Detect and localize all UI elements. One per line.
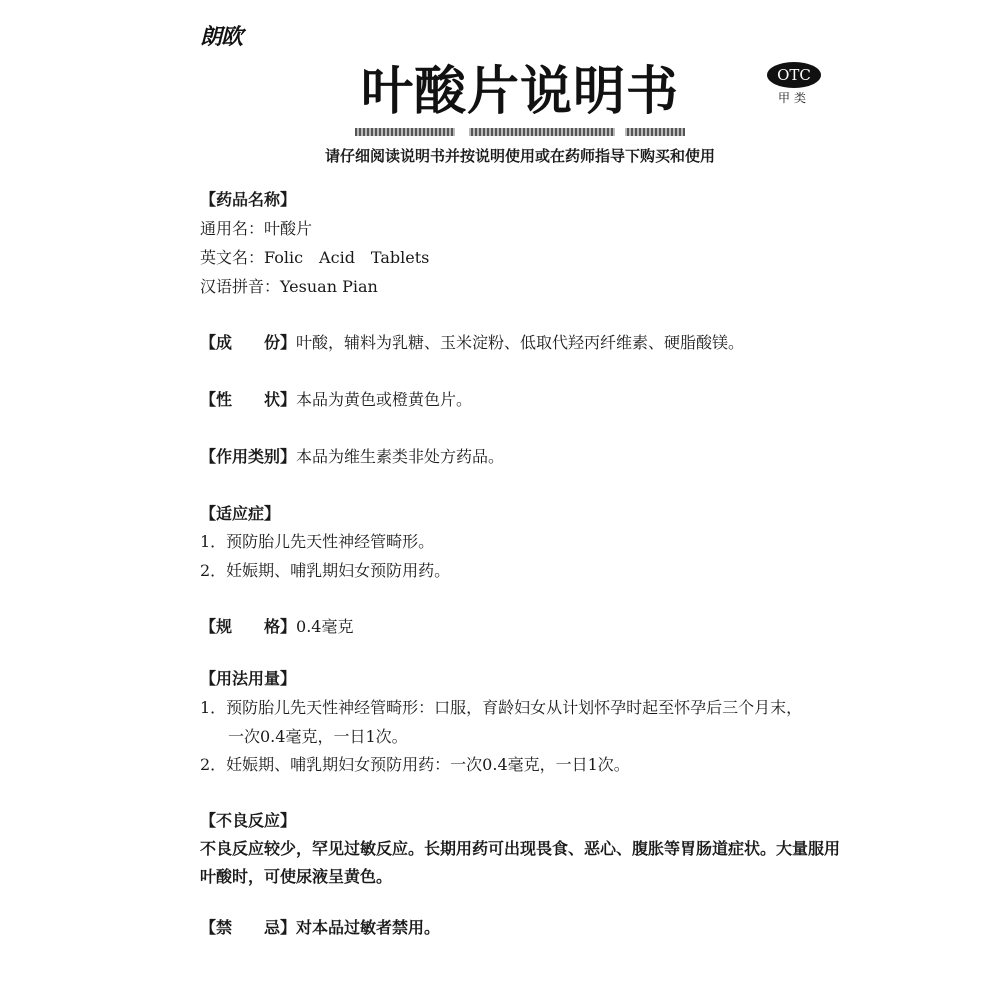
description-row [200, 388, 472, 412]
generic-name: 通用名：叶酸片 [200, 219, 313, 238]
brand-logo: 朗欧 [200, 25, 243, 50]
composition-row [200, 331, 744, 355]
dosage-item-1-continued: 一次0.4毫克，一日1次。 [228, 727, 408, 746]
specification-text: 0.4毫克 [296, 617, 354, 636]
indication-item: 2．妊娠期、哺乳期妇女预防用药。 [200, 561, 451, 580]
otc-badge: OTC [767, 62, 821, 88]
description-text: 本品为黄色或橙黄色片。 [296, 390, 473, 409]
dosage-item-1: 1．预防胎儿先天性神经管畸形：口服，育龄妇女从计划怀孕时起至怀孕后三个月末， [200, 698, 803, 717]
contraindications-row [200, 916, 440, 940]
section-heading-specification: 【规 格】 [200, 617, 297, 636]
composition-text: 叶酸，辅料为乳糖、玉米淀粉、低取代羟丙纤维素、硬脂酸镁。 [296, 333, 745, 352]
category-row [200, 445, 504, 469]
category-text: 本品为维生素类非处方药品。 [296, 447, 505, 466]
dosage-item-2: 2．妊娠期、哺乳期妇女预防用药：一次0.4毫克，一日1次。 [200, 755, 630, 774]
contraindications-text: 对本品过敏者禁用。 [296, 918, 441, 937]
otc-class-label: 甲类 [777, 91, 810, 105]
section-heading-drug-name: 【药品名称】 [200, 190, 297, 209]
document-title: 叶酸片说明书 [360, 62, 679, 122]
usage-notice: 请仔细阅读说明书并按说明使用或在药师指导下购买和使用 [324, 147, 715, 165]
section-heading-description: 【性 状】 [200, 390, 297, 409]
section-heading-contraindications: 【禁 忌】 [200, 918, 297, 937]
section-heading-category: 【作用类别】 [200, 447, 297, 466]
indication-item: 1．预防胎儿先天性神经管畸形。 [200, 532, 435, 551]
section-heading-composition: 【成 份】 [200, 333, 297, 352]
section-heading-dosage: 【用法用量】 [200, 669, 297, 688]
specification-row [200, 615, 353, 639]
adverse-text: 不良反应较少，罕见过敏反应。长期用药可出现畏食、恶心、腹胀等胃肠道症状。大量服用叶酸时，可使尿液呈黄色。 [200, 839, 841, 886]
pinyin-name: 汉语拼音：Yesuan Pian [200, 277, 378, 296]
section-heading-indications: 【适应症】 [200, 504, 281, 523]
title-underline [355, 128, 685, 136]
section-heading-adverse: 【不良反应】 [200, 811, 297, 830]
english-name: 英文名：Folic Acid Tablets [200, 248, 430, 267]
